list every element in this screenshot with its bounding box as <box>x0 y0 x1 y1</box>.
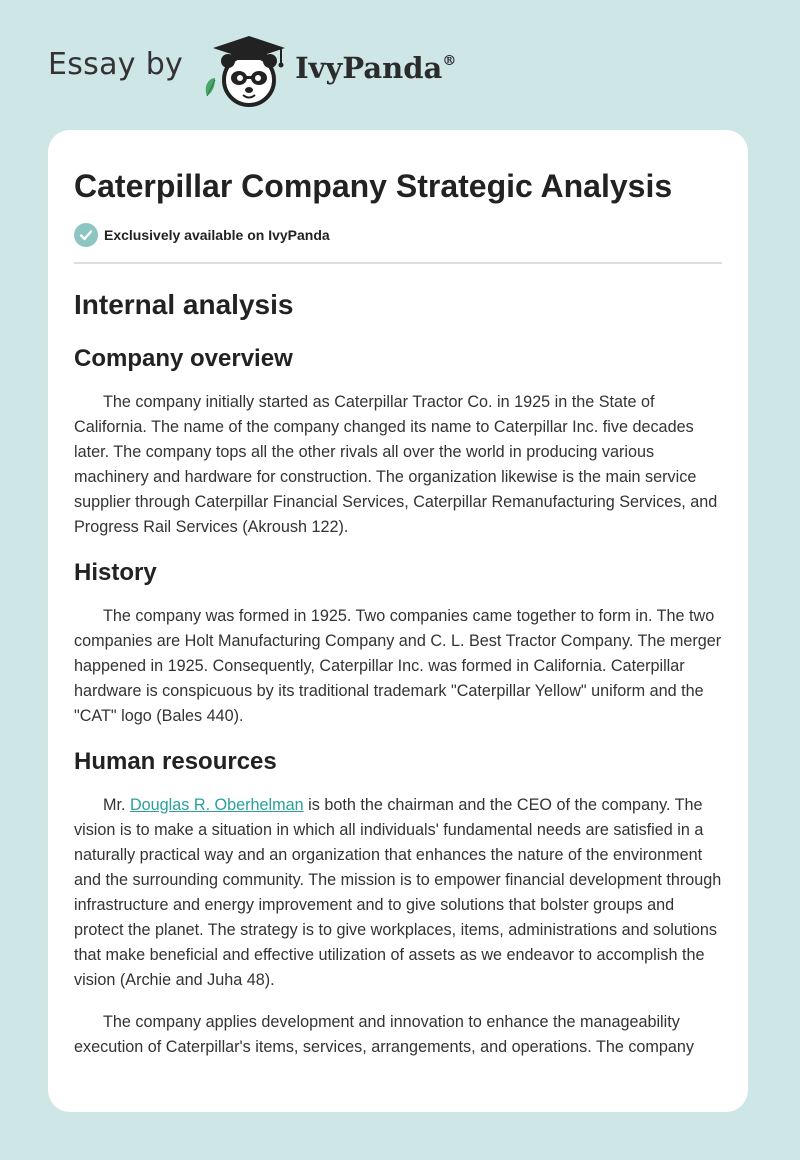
paragraph-human-resources-1: Mr. Douglas R. Oberhelman is both the chairman and the CEO of the company. The vision is to make a situation in which all individuals' fundamental needs are satisfied in a naturally practical way and an organization that enhances the nature of the environment and the surrounding community. The mission is to empower financial development through infrastructure and energy improvement and to give solutions that bolster groups and protect the planet. The strategy is to give workplaces, items, administrations and solutions that make beneficial and effective utilization of assets as we endeavor to accomplish the vision (Archie and Juha 48). <box>74 796 722 989</box>
heading-company-overview: Company overview <box>74 345 293 372</box>
site-header <box>48 30 508 110</box>
brand-prefix: Essay by <box>48 46 184 82</box>
heading-history: History <box>74 559 157 586</box>
article-title: Caterpillar Company Strategic Analysis <box>74 168 673 204</box>
panda-graduate-icon[interactable] <box>201 30 291 110</box>
link-douglas-oberhelman[interactable]: Douglas R. Oberhelman <box>129 796 304 814</box>
paragraph-company-overview: The company initially started as Caterpillar Tractor Co. in 1925 in the State of California. The name of the company changed its name to Caterpillar Inc. five decades later. The company tops all the other rivals all over the world in producing various machinery and hardware for construction. The organization likewise is the main service supplier through Caterpillar Financial Services, Caterpillar Remanufacturing Services, and Progress Rail Services (Akroush 122). <box>74 393 718 536</box>
check-circle-icon <box>74 223 98 247</box>
heading-human-resources: Human resources <box>74 748 277 775</box>
exclusive-badge <box>74 222 722 248</box>
paragraph-human-resources-2: The company applies development and innovation to enhance the manageability execution of Caterpillar's items, services, arrangements, and operations. The company <box>74 1013 695 1056</box>
article-card <box>48 130 748 1112</box>
divider <box>74 262 722 264</box>
brand-name[interactable]: IvyPanda® <box>295 51 457 85</box>
section-title: Internal analysis <box>74 289 294 320</box>
badge-text: Exclusively available on IvyPanda <box>104 227 330 243</box>
paragraph-history: The company was formed in 1925. Two companies came together to form in. The two companies are Holt Manufacturing Company and C. L. Best Tractor Company. The merger happened in 1925. Consequently, Caterpillar Inc. was formed in California. Caterpillar hardware is conspicuous by its traditional trademark "Caterpillar Yellow" uniform and the "CAT" logo (Bales 440). <box>74 607 722 725</box>
